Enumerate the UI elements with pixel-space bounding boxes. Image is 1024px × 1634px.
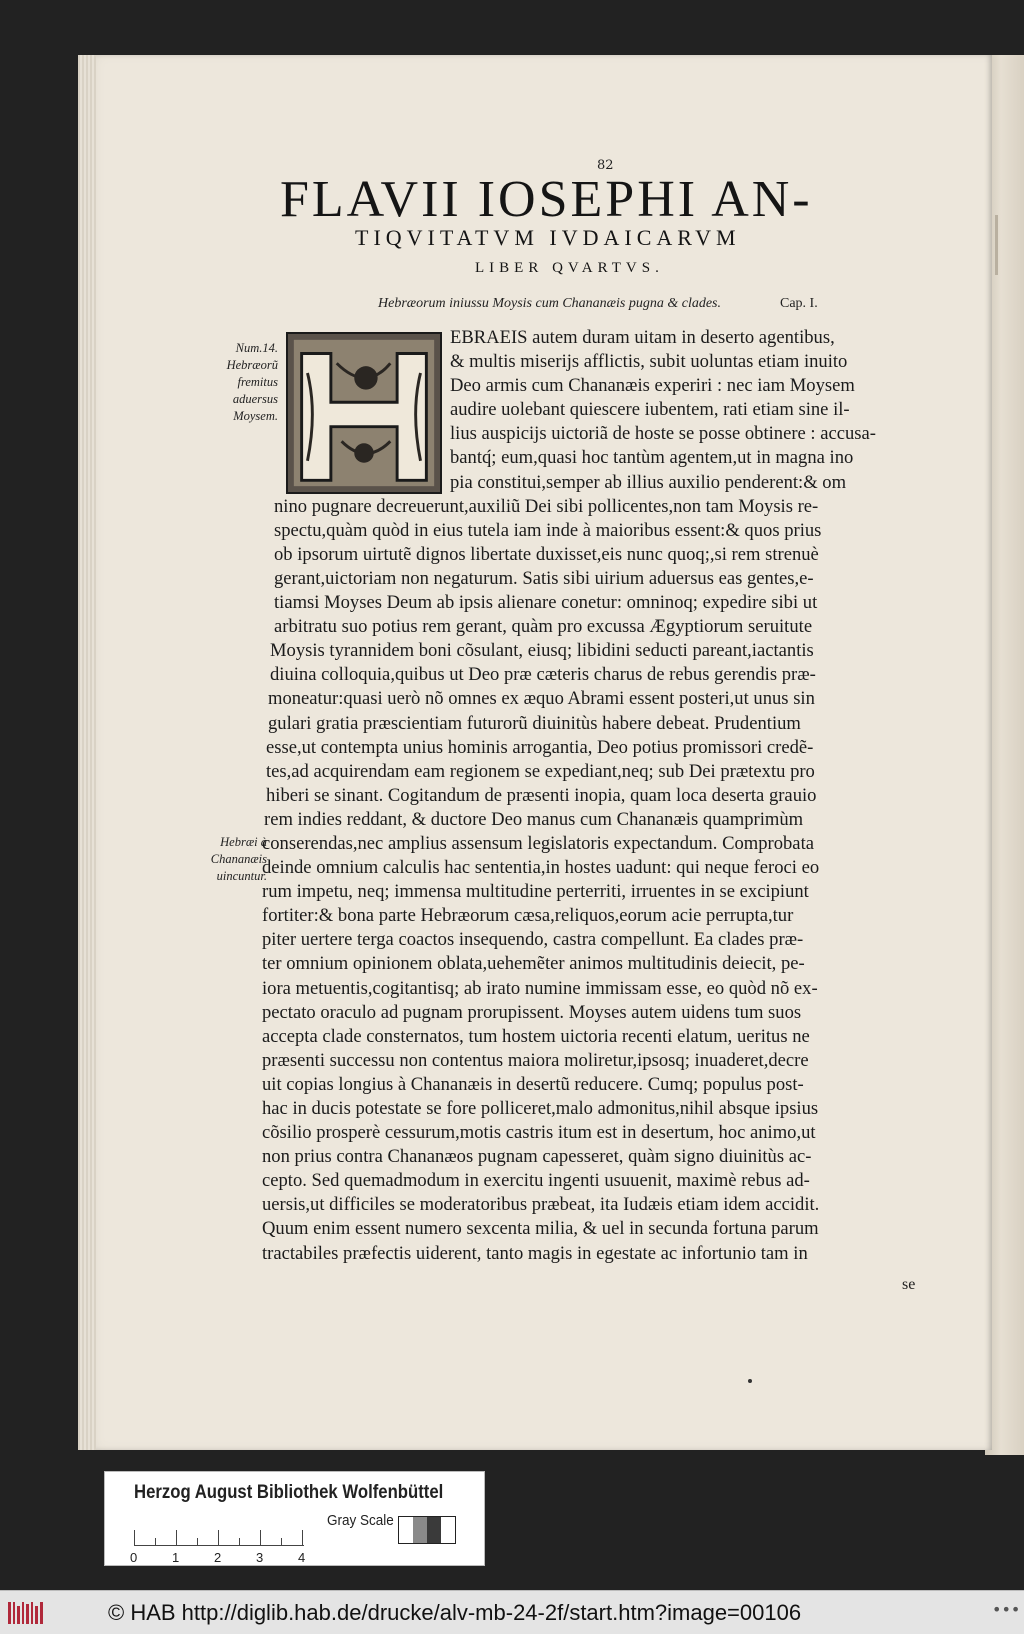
- scale-number: 1: [172, 1550, 180, 1565]
- text-line: cepto. Sed quemadmodum in exercitu ingenti usuuenit, maximè rebus ad-: [262, 1170, 810, 1192]
- body-text: [262, 326, 922, 1266]
- folio-number: 82: [597, 158, 614, 173]
- swatch-white: [441, 1517, 455, 1543]
- text-line: piter uertere terga coactos insequendo, castra compellunt. Ea clades præ-: [262, 929, 804, 951]
- text-line: & multis miserijs afflictis, subit uoluntas etiam inuito: [450, 351, 848, 373]
- text-line: gerant,uictoriam non negaturum. Satis sibi uirium aduersus eas gentes,e-: [274, 567, 814, 589]
- library-name: Herzog August Bibliothek Wolfenbüttel: [134, 1482, 444, 1503]
- scale-tick: [218, 1530, 219, 1545]
- gray-scale-label: Gray Scale: [327, 1512, 394, 1529]
- scale-tick: [155, 1538, 156, 1545]
- scale-number: 3: [256, 1550, 264, 1565]
- title-line-3: LIBER QVARTVS.: [475, 260, 664, 276]
- text-line: uit copias longius à Chananæis in desertũ reducere. Cumq; populus post-: [262, 1073, 804, 1095]
- text-line: deinde omnium calculis hac sententia,in hostes uadunt: qui neque feroci eo: [262, 857, 820, 879]
- text-line: tiamsi Moyses Deum ab ipsis alienare conetur: omninoq; expedire sibi ut: [274, 592, 818, 614]
- text-line: cõsilio prosperè cessurum,motis castris itum est in desertum, hoc animo,ut: [262, 1122, 816, 1144]
- text-line: bantq́; eum,quasi hoc tantùm agentem,ut in magna ino: [450, 447, 854, 469]
- text-line: fortiter:& bona parte Hebræorum cæsa,reliquos,eorum acie perrupta,tur: [262, 905, 794, 927]
- text-line: audire uolebant quiescere iubentem, rati etiam sine il-: [450, 399, 850, 421]
- text-line: hiberi se sinant. Cogitandum de præsenti inopia, quam loca deserta grauio: [266, 784, 817, 806]
- swatch-mid-gray: [413, 1517, 427, 1543]
- text-line: diuina colloquia,quibus ut Deo præ cæteris charus de rebus gerendis præ-: [270, 664, 816, 686]
- scale-tick: [197, 1538, 198, 1545]
- viewer-footer: [0, 1590, 1024, 1634]
- catchword: se: [902, 1276, 916, 1293]
- chapter-number: Cap. I.: [780, 296, 818, 311]
- margin-note: Num.14. Hebræorũ fremitus aduersus Moysem.: [226, 341, 278, 423]
- text-line: Moysis tyrannidem boni cõsulant, eiusq; libidini seducti pareant,iactantis: [270, 640, 814, 662]
- page-stack-edge: [78, 55, 96, 1450]
- gray-scale-swatch: [398, 1516, 456, 1544]
- text-line: tes,ad acquirendam eam regionem se expediant,neq; sub Dei prætextu pro: [266, 760, 815, 782]
- scale-tick: [239, 1538, 240, 1545]
- text-line: hac in ducis potestate se fore polliceret,malo admonitus,nihil absque ipsius: [262, 1098, 819, 1119]
- hab-logo-icon[interactable]: [6, 1598, 46, 1628]
- scale-tick: [302, 1530, 303, 1545]
- text-line: arbitratu suo potius rem gerant, quàm pro excussa Ægyptiorum seruitute: [274, 616, 813, 638]
- scale-number: 4: [298, 1550, 306, 1565]
- text-line: ter omnium opinionem oblata,uehemẽter animos multitudinis deiecit, pe-: [262, 953, 805, 975]
- text-line: Deo armis cum Chananæis experiri : nec iam Moysem: [450, 375, 855, 397]
- more-options-button[interactable]: •••: [992, 1600, 1021, 1619]
- swatch-dark-gray: [427, 1517, 441, 1543]
- title-line-1: FLAVII IOSEPHI AN-: [280, 171, 813, 228]
- text-line: conserendas,nec amplius assensum legislatoris expectandum. Comprobata: [262, 832, 814, 854]
- text-line: pia constitui,semper ab illius auxilio penderent:& om: [450, 471, 847, 493]
- scale-tick: [134, 1530, 135, 1545]
- library-scale-label: [104, 1471, 485, 1566]
- swatch-white: [399, 1517, 413, 1543]
- page-mark: [748, 1379, 752, 1383]
- scale-tick: [260, 1530, 261, 1545]
- text-line: moneatur:quasi uerò nõ omnes ex æquo Abrami essent posteri,ut unus sin: [268, 688, 815, 710]
- text-line: uersis,ut difficiles se moderatoribus præbeat, ita Iudæis etiam idem accidit.: [262, 1194, 820, 1216]
- title-line-2: TIQVITATVM IVDAICARVM: [355, 225, 741, 250]
- text-line: nino pugnare decreuerunt,auxiliũ Dei sibi pollicentes,non tam Moysis re-: [274, 495, 819, 517]
- text-line: præsenti successu non contentus maiora moliretur,ipsosq; inuaderet,decre: [262, 1049, 809, 1071]
- text-line: lius auspicijs uictoriã de hoste se posse obtinere : accusa-: [450, 423, 876, 445]
- margin-note: Hebræi à Chananæis uincuntur.: [210, 835, 267, 883]
- scale-ruler: [134, 1545, 304, 1546]
- scale-tick: [176, 1530, 177, 1545]
- text-line: EBRAEIS autem duram uitam in deserto agentibus,: [450, 327, 835, 348]
- text-line: Quum enim essent numero sexcenta milia, & uel in secunda fortuna parum: [262, 1218, 819, 1240]
- chapter-heading: Hebræorum iniussu Moysis cum Chananæis pugna & clades.: [378, 296, 721, 311]
- scale-number: 2: [214, 1550, 222, 1565]
- text-line: accepta clade consternatos, tum hostem uictoria recenti elatum, ueritus ne: [262, 1025, 810, 1047]
- text-line: pectato oraculo ad pugnam prorupissent. Moyses autem uidens tum suos: [262, 1001, 802, 1023]
- scale-tick: [281, 1538, 282, 1545]
- text-line: ob ipsorum uirtutẽ dignos libertate duxisset,eis nunc quoq;,si rem strenuè: [274, 543, 819, 565]
- copyright-url[interactable]: © HAB http://diglib.hab.de/drucke/alv-mb-24-2f/start.htm?image=00106: [108, 1600, 802, 1625]
- text-line: tractabiles præfectis uiderent, tanto magis in egestate ac infortunio tam in: [262, 1242, 808, 1264]
- text-line: gulari gratia præscientiam futurorũ diuinitùs habere debeat. Prudentium: [268, 712, 801, 734]
- scale-number: 0: [130, 1550, 138, 1565]
- text-line: rem indies reddant, & ductore Deo manus cum Chananæis quamprimùm: [264, 808, 804, 830]
- text-line: non prius contra Chananæos pugnam capesseret, quàm signo diuinitùs ac-: [262, 1146, 812, 1168]
- text-line: spectu,quàm quòd in eius tutela iam inde à maioribus essent:& quos prius: [274, 519, 822, 541]
- text-line: rum impetu, neq; immensa multitudine perterriti, irruentes in se excipiunt: [262, 881, 809, 903]
- text-line: iora metuentis,cogitantisq; ab irato numine immissam esse, eo quòd nõ ex-: [262, 977, 818, 999]
- text-line: esse,ut contempta unius hominis arrogantia, Deo potius promissori credẽ-: [266, 736, 814, 758]
